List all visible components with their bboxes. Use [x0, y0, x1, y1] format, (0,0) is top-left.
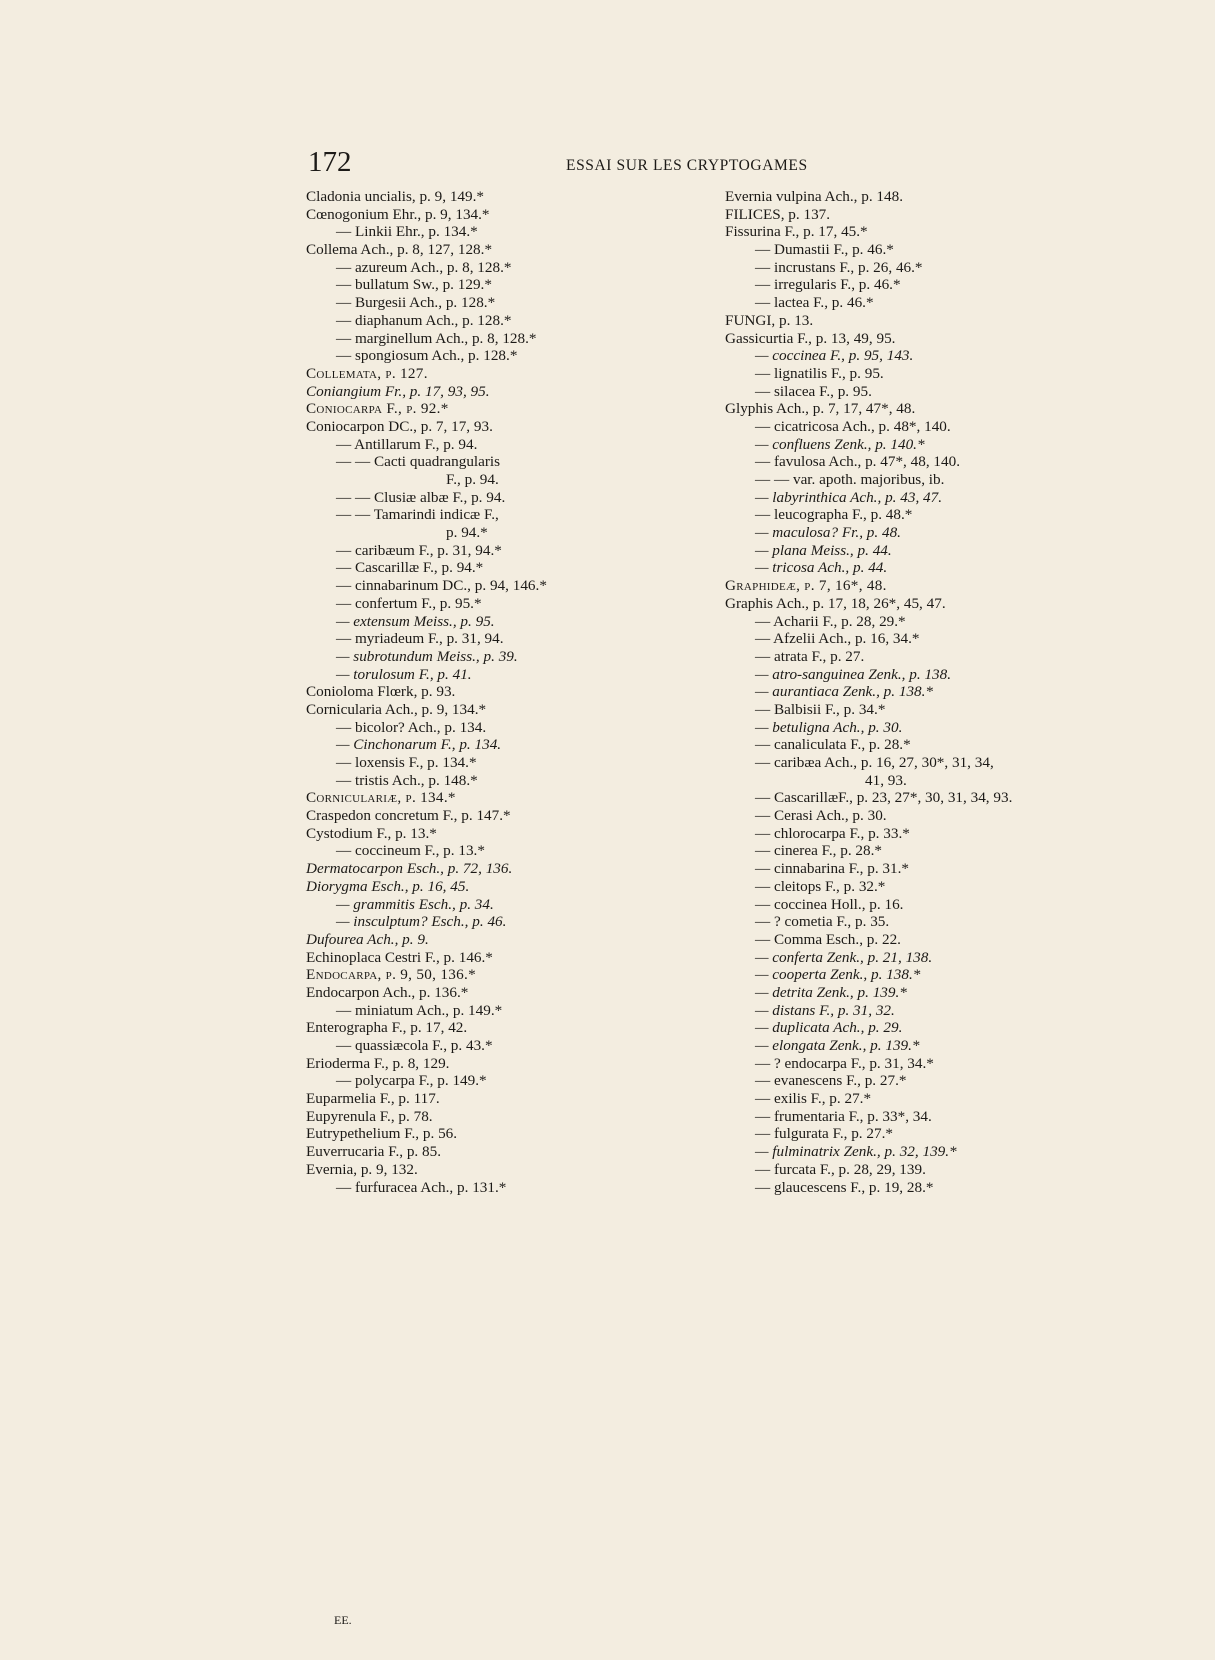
index-entry: — elongata Zenk., p. 139.*	[755, 1037, 920, 1054]
index-entry: FUNGI, p. 13.	[725, 311, 814, 329]
index-entry: — Balbisii F., p. 34.*	[755, 700, 886, 718]
index-entry: — Cascarillæ F., p. 94.*	[336, 559, 484, 577]
index-entry: — myriadeum F., p. 31, 94.	[336, 630, 504, 648]
page-number: 172	[308, 146, 352, 178]
index-entry: FILICES, p. 137.	[725, 205, 831, 223]
index-entry: Coniangium Fr., p. 17, 93, 95.	[306, 382, 490, 400]
index-entry: — frumentaria F., p. 33*, 34.	[755, 1107, 932, 1125]
index-entry: — leucographa F., p. 48.*	[755, 506, 913, 524]
index-entry: — maculosa? Fr., p. 48.	[755, 524, 901, 542]
index-entry: Coniocarpon DC., p. 7, 17, 93.	[306, 417, 493, 435]
index-entry: — favulosa Ach., p. 47*, 48, 140.	[755, 453, 961, 471]
index-entry: — Afzelii Ach., p. 16, 34.*	[755, 630, 920, 648]
index-entry: — chlorocarpa F., p. 33.*	[755, 824, 910, 842]
index-entry: — cleitops F., p. 32.*	[755, 877, 886, 895]
index-entry: — caribæa Ach., p. 16, 27, 30*, 31, 34,	[755, 754, 994, 771]
index-entry: Graphideæ, p. 7, 16*, 48.	[725, 577, 887, 595]
index-entry: — cinerea F., p. 28.*	[755, 842, 883, 860]
index-entry: Evernia vulpina Ach., p. 148.	[725, 188, 903, 205]
index-entry: — duplicata Ach., p. 29.	[755, 1019, 903, 1037]
index-entry: p. 94.*	[446, 524, 488, 542]
index-entry: — tristis Ach., p. 148.*	[336, 771, 478, 789]
index-entry: — atrata F., p. 27.	[755, 647, 865, 665]
index-column-right	[725, 188, 1145, 1196]
index-entry: Glyphis Ach., p. 7, 17, 47*, 48.	[725, 400, 916, 418]
page-header	[308, 146, 848, 182]
index-entry: — marginellum Ach., p. 8, 128.*	[336, 329, 537, 347]
index-entry: Coniocarpa F., p. 92.*	[306, 400, 449, 418]
index-entry: Evernia, p. 9, 132.	[306, 1160, 418, 1178]
index-entry: — Cerasi Ach., p. 30.	[755, 807, 887, 825]
signature-mark: EE.	[334, 1613, 352, 1627]
index-entry: — — Tamarindi indicæ F.,	[336, 506, 499, 524]
index-entry: — loxensis F., p. 134.*	[336, 754, 477, 771]
index-entry: Endocarpon Ach., p. 136.*	[306, 983, 469, 1001]
index-entry: — confertum F., p. 95.*	[336, 594, 482, 612]
index-entry: — fulgurata F., p. 27.*	[755, 1125, 893, 1143]
index-entry: Euverrucaria F., p. 85.	[306, 1143, 442, 1161]
index-entry: — coccineum F., p. 13.*	[336, 842, 485, 860]
index-entry: — — var. apoth. majoribus, ib.	[755, 471, 945, 488]
index-entry: — — Clusiæ albæ F., p. 94.	[336, 488, 506, 506]
index-entry: Corniculariæ, p. 134.*	[306, 789, 456, 807]
index-entry: — Cinchonarum F., p. 134.	[336, 736, 502, 754]
index-entry: — cinnabarina F., p. 31.*	[755, 860, 910, 878]
index-entry: Endocarpa, p. 9, 50, 136.*	[306, 966, 477, 984]
index-entry: — aurantiaca Zenk., p. 138.*	[755, 683, 934, 701]
index-entry: — detrita Zenk., p. 139.*	[755, 983, 907, 1001]
index-entry: Echinoplaca Cestri F., p. 146.*	[306, 948, 493, 966]
index-entry: — polycarpa F., p. 149.*	[336, 1072, 487, 1090]
index-entry: — subrotundum Meiss., p. 39.	[336, 647, 518, 665]
index-entry: — Comma Esch., p. 22.	[755, 930, 901, 948]
index-entry: — plana Meiss., p. 44.	[755, 541, 892, 559]
index-entry: — distans F., p. 31, 32.	[755, 1001, 895, 1019]
index-entry: F., p. 94.	[446, 471, 499, 488]
index-entry: — furfuracea Ach., p. 131.*	[336, 1178, 507, 1196]
index-entry: — exilis F., p. 27.*	[755, 1090, 872, 1108]
index-entry: — Dumastii F., p. 46.*	[755, 241, 894, 259]
index-entry: — fulminatrix Zenk., p. 32, 139.*	[755, 1143, 957, 1161]
index-entry: — cinnabarinum DC., p. 94, 146.*	[336, 577, 547, 595]
index-entry: Cystodium F., p. 13.*	[306, 824, 437, 842]
index-entry: — conferta Zenk., p. 21, 138.	[755, 948, 933, 966]
index-column-left	[306, 188, 711, 1196]
index-entry: Enterographa F., p. 17, 42.	[306, 1019, 468, 1037]
index-entry: — betuligna Ach., p. 30.	[755, 718, 903, 736]
index-entry: — glaucescens F., p. 19, 28.*	[755, 1178, 934, 1196]
index-entry: — silacea F., p. 95.	[755, 382, 872, 400]
index-entry: Eutrypethelium F., p. 56.	[306, 1125, 458, 1143]
index-entry: — coccinea F., p. 95, 143.	[755, 347, 914, 365]
index-entry: — ? cometia F., p. 35.	[755, 913, 890, 931]
index-entry: — cicatricosa Ach., p. 48*, 140.	[755, 417, 951, 435]
index-entry: Dufourea Ach., p. 9.	[306, 930, 429, 948]
index-entry: — bicolor? Ach., p. 134.	[336, 718, 487, 736]
index-entry: Diorygma Esch., p. 16, 45.	[306, 877, 470, 895]
index-entry: Cornicularia Ach., p. 9, 134.*	[306, 700, 487, 718]
index-entry: Erioderma F., p. 8, 129.	[306, 1054, 450, 1072]
index-entry: — torulosum F., p. 41.	[336, 665, 472, 683]
index-entry: — caribæum F., p. 31, 94.*	[336, 541, 502, 559]
index-entry: Graphis Ach., p. 17, 18, 26*, 45, 47.	[725, 594, 946, 612]
index-entry: — irregularis F., p. 46.*	[755, 276, 901, 294]
index-entry: — cooperta Zenk., p. 138.*	[755, 966, 921, 984]
index-entry: — CascarillæF., p. 23, 27*, 30, 31, 34, 93.	[755, 789, 1013, 807]
index-entry: — Linkii Ehr., p. 134.*	[336, 223, 478, 241]
index-entry: — azureum Ach., p. 8, 128.*	[336, 258, 512, 276]
index-entry: Conioloma Flœrk, p. 93.	[306, 683, 456, 701]
index-entry: — atro-sanguinea Zenk., p. 138.	[755, 665, 952, 683]
index-entry: — labyrinthica Ach., p. 43, 47.	[755, 488, 943, 506]
index-entry: — grammitis Esch., p. 34.	[336, 895, 494, 913]
index-entry: Gassicurtia F., p. 13, 49, 95.	[725, 329, 896, 347]
index-entry: — evanescens F., p. 27.*	[755, 1072, 907, 1090]
index-entry: 41, 93.	[865, 771, 907, 789]
index-entry: — ? endocarpa F., p. 31, 34.*	[755, 1054, 934, 1072]
index-entry: — confluens Zenk., p. 140.*	[755, 435, 925, 453]
index-entry: Eupyrenula F., p. 78.	[306, 1107, 433, 1125]
index-entry: — bullatum Sw., p. 129.*	[336, 276, 492, 294]
index-entry: — Antillarum F., p. 94.	[336, 435, 478, 453]
index-entry: — incrustans F., p. 26, 46.*	[755, 258, 923, 276]
index-entry: — Burgesii Ach., p. 128.*	[336, 294, 496, 312]
index-entry: — Acharii F., p. 28, 29.*	[755, 612, 906, 630]
index-entry: — coccinea Holl., p. 16.	[755, 895, 904, 913]
index-entry: Cœnogonium Ehr., p. 9, 134.*	[306, 205, 490, 223]
index-entry: — spongiosum Ach., p. 128.*	[336, 347, 518, 365]
index-entry: — quassiæcola F., p. 43.*	[336, 1037, 493, 1054]
index-entry: Craspedon concretum F., p. 147.*	[306, 807, 511, 825]
index-entry: Fissurina F., p. 17, 45.*	[725, 223, 868, 241]
index-entry: — miniatum Ach., p. 149.*	[336, 1001, 503, 1019]
index-entry: — canaliculata F., p. 28.*	[755, 736, 911, 754]
index-entry: — lignatilis F., p. 95.	[755, 364, 884, 382]
index-entry: — extensum Meiss., p. 95.	[336, 612, 495, 630]
index-entry: Collemata, p. 127.	[306, 364, 428, 382]
index-entry: Cladonia uncialis, p. 9, 149.*	[306, 188, 485, 205]
index-entry: — — Cacti quadrangularis	[336, 453, 501, 471]
index-entry: Dermatocarpon Esch., p. 72, 136.	[306, 860, 513, 878]
index-entry: Collema Ach., p. 8, 127, 128.*	[306, 241, 493, 259]
index-entry: Euparmelia F., p. 117.	[306, 1090, 440, 1108]
index-entry: — diaphanum Ach., p. 128.*	[336, 311, 512, 329]
index-entry: — tricosa Ach., p. 44.	[755, 559, 888, 577]
index-entry: — insculptum? Esch., p. 46.	[336, 913, 507, 931]
index-entry: — lactea F., p. 46.*	[755, 294, 874, 312]
index-entry: — furcata F., p. 28, 29, 139.	[755, 1160, 926, 1178]
running-title: ESSAI SUR LES CRYPTOGAMES	[566, 157, 808, 174]
